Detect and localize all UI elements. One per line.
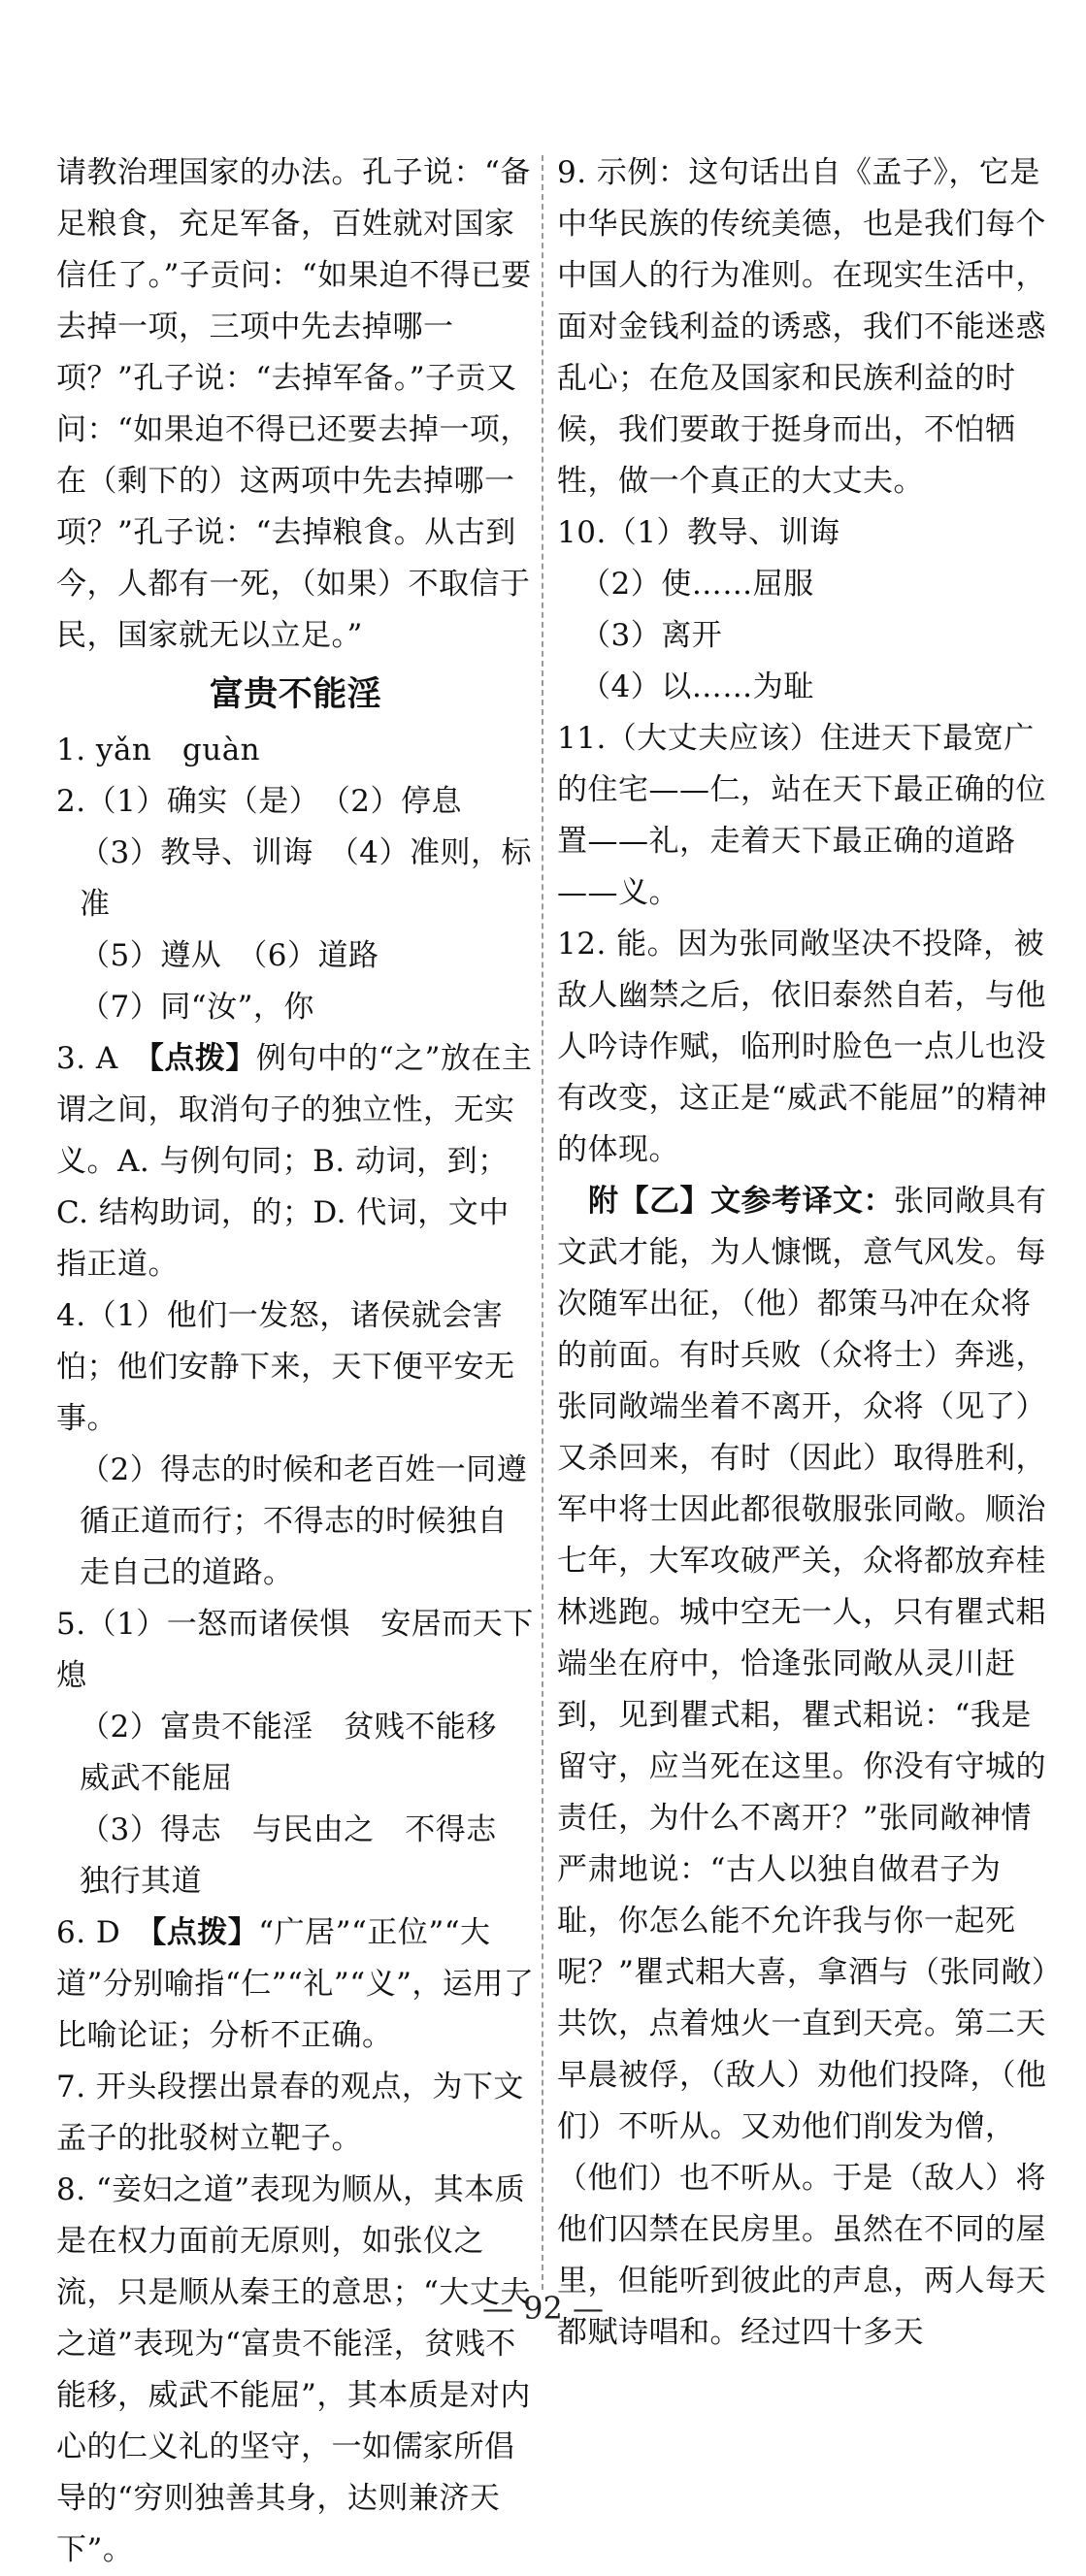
answer-10a: 10.（1）教导、训诲	[557, 515, 840, 550]
answer-4a: 4.（1）他们一发怒，诸侯就会害怕；他们安静下来，天下便平安无事。	[56, 1298, 515, 1436]
answer-2b: （3）教导、训诲 （4）准则，标准	[80, 835, 532, 922]
answer-6-text: “广居”“正位”“大道”分别喻指“仁”“礼”“义”，运用了比喻论证；分析不正确。	[56, 1915, 535, 2053]
page-number: — 92 —	[481, 2290, 605, 2327]
appendix-text: 张同敞具有文武才能，为人慷慨，意气风发。每次随军出征，（他）都策马冲在众将的前面。有时兵败（众将士）奔逃，张同敞端坐着不离开，众将（见了）又杀回来，有时（因此）取得胜利，军中将士因此都很敬服张同敞。顺治七年，大军攻破严关，众将都放弃桂林逃跑。城中空无一人，只有瞿式耜端坐在府中，恰逢张同敞从灵川赶到，见到瞿式耜，瞿式耜说：“我是留守，应当死在这里。你没有守城的责任，为什么不离开？”张同敞神情严肃地说：“古人以独自做君子为耻，你怎么能不允许我与你一起死呢？”瞿式耜大喜，拿酒与（张同敞）共饮，点着烛火一直到天亮。第二天早晨被俘，（敌人）劝他们投降，（他们）不听从。又劝他们削发为僧，（他们）也不听从。于是（敌人）将他们囚禁在民房里。虽然在不同的屋里，但能听到彼此的声息，两人每天都赋诗唱和。经过四十多天	[557, 1184, 1047, 2350]
answer-3-choice: 3. A	[56, 1041, 149, 1076]
answer-2d: （7）同“汝”，你	[80, 990, 314, 1025]
section-title: 富贵不能淫	[209, 675, 382, 714]
appendix-label: 附【乙】文参考译文：	[588, 1184, 894, 1219]
answer-5a: 5.（1）一怒而诸侯惧 安居而天下熄	[56, 1607, 534, 1693]
answer-9: 9. 示例：这句话出自《孟子》，它是中华民族的传统美德，也是我们每个中国人的行为准则。在现实生活中，面对金钱利益的诱惑，我们不能迷惑乱心；在危及国家和民族利益的时候，我们要敢于挺身而出，不怕牺牲，做一个真正的大丈夫。	[557, 155, 1046, 499]
answer-8: 8. “妾妇之道”表现为顺从，其本质是在权力面前无原则，如张仪之流，只是顺从秦王的意思；“大丈夫之道”表现为“富贵不能淫，贫贱不能移，威武不能屈”，其本质是对内心的仁义礼的坚守，一如儒家所倡导的“穷则独善其身，达则兼济天下”。	[56, 2172, 531, 2567]
answer-6	[56, 1908, 535, 2062]
column-divider	[542, 155, 543, 2290]
hint-tag: 【点拨】	[150, 1915, 259, 1950]
right-column	[557, 147, 1057, 2359]
answer-2a: 2.（1）确实（是） （2）停息	[56, 784, 463, 819]
answer-2c: （5）遵从 （6）道路	[80, 938, 379, 973]
appendix-translation	[557, 1176, 1057, 2359]
answer-5b: （2）富贵不能淫 贫贱不能移	[80, 1710, 497, 1745]
answer-7: 7. 开头段摆出景春的观点，为下文孟子的批驳树立靶子。	[56, 2070, 524, 2156]
answer-5c: （3）得志 与民由之 不得志	[80, 1812, 497, 1847]
answer-11: 11.（大丈夫应该）住进天下最宽广的住宅——仁，站在天下最正确的位置——礼，走着天下最正确的道路——义。	[557, 721, 1046, 910]
answer-6-choice: 6. D	[56, 1915, 151, 1950]
answer-5c2: 独行其道	[80, 1864, 202, 1899]
answer-3-text: 例句中的“之”放在主谓之间，取消句子的独立性，无实义。A. 与例句同；B. 动词，到；C. 结构助词，的；D. 代词，文中指正道。	[56, 1041, 533, 1282]
answer-10d: （4）以……为耻	[580, 669, 814, 704]
translation-continuation: 请教治理国家的办法。孔子说：“备足粮食，充足军备，百姓就对国家信任了。”子贡问：“如果迫不得已要去掉一项，三项中先去掉哪一项？”孔子说：“去掉军备。”子贡又问：“如果迫不得已还要去掉一项，在（剩下的）这两项中先去掉哪一项？”孔子说：“去掉粮食。从古到今，人都有一死，（如果）不取信于民，国家就无以立足。”	[56, 155, 532, 653]
answer-1: 1. yǎn guàn	[56, 733, 261, 767]
answer-4b: （2）得志的时候和老百姓一同遵循正道而行；不得志的时候独自走自己的道路。	[80, 1452, 528, 1590]
answer-3	[56, 1033, 535, 1290]
answer-12: 12. 能。因为张同敞坚决不投降，被敌人幽禁之后，依旧泰然自若，与他人吟诗作赋，临刑时脸色一点儿也没有改变，这正是“威武不能屈”的精神的体现。	[557, 927, 1048, 1167]
answer-10c: （3）离开	[580, 618, 723, 653]
answer-10b: （2）使……屈服	[580, 567, 814, 602]
left-column	[56, 147, 535, 2576]
answer-5b2: 威武不能屈	[80, 1761, 233, 1796]
hint-tag: 【点拨】	[148, 1041, 256, 1076]
